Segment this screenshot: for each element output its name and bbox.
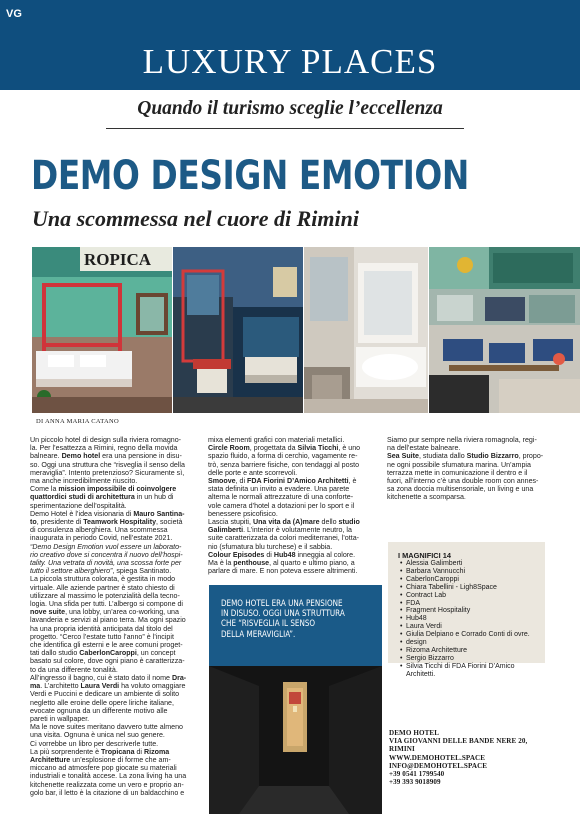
list-item: • Alessia Galimberti [400,560,545,568]
text-line: so. Oggi una struttura che “risveglia il senso della [30,460,185,469]
text-line: Colour Episodes di Hub48 inneggia al colore. [208,550,356,559]
article-column-1 [30,436,200,797]
hotel-city: RIMINI [389,745,415,754]
text-line: Verdi e Puccini e dedicare un ambiente di solito [30,690,180,699]
list-item: • Contract Lab [400,592,545,600]
text-line: La piccola struttura colorata, è gestita in modo [30,575,176,584]
article-subheadline: Una scommessa nel cuore di Rimini [32,206,359,231]
text-line: industriali e tonalità accese. La zona living ha una [30,772,187,781]
text-line: tati dallo studio CaberlonCaroppi, un concept [30,649,176,658]
text-line: Architetture un’esplosione di forme che am- [30,755,171,764]
text-line: lavanderia e servizi al piano terra. Ma ogni spazio [30,616,186,625]
photo-bathroom [304,247,428,413]
text-line: meraviglia”. Intento pretenzioso? Sicuramente sì, [30,468,185,477]
architects-list [400,560,545,679]
text-line: La più sorprendente è Tropicana di Rizoma [30,747,170,756]
text-line: benessere psicofisico. [208,509,278,518]
photo-lobby-coworking [429,247,580,413]
text-line: evocate ognuna da un differente motivo alle [30,706,168,715]
text-line: sa zona doccia multisensoriale, un living e una [387,485,534,494]
text-line: golo bar, il letto è la citazione di un baldacchino e [30,788,185,797]
hotel-name: DEMO HOTEL [389,729,440,737]
text-line: to, presidente di Teamwork Hospitality, società [30,518,183,527]
text-line: tutto il settore alberghiero”, spiega Santinato. [30,567,172,576]
text-line: fuori, all’interno c’è una double room con annes- [387,477,539,486]
hotel-email[interactable]: INFO@DEMOHOTEL.SPACE [389,761,488,770]
text-line: una visita. Ognuna è unica nel suo genere. [30,731,165,740]
list-item: • Barbara Vannucchi [400,568,545,576]
text-line: delle porte e ante scorrevoli. [208,468,298,477]
list-item: • Rizoma Architetture [400,647,545,655]
text-line: balneare. Demo hotel era una pensione in disu- [30,452,182,461]
list-item: • CaberlonCaroppi [400,576,545,584]
text-line: Galimberti. L’interior è volutamente neutro, la [208,526,352,535]
text-line: alterna le normali attrezzature di una conforte- [208,493,354,502]
text-line: Ma è la penthouse, al quarto e ultimo piano, a [208,559,355,568]
hotel-website[interactable]: WWW.DEMOHOTEL.SPACE [389,753,486,762]
list-item: • Hub48 [400,615,545,623]
photo-tropicana-suite [32,247,172,413]
text-line: basato sul colore, dove ogni piano è caratterizza- [30,657,185,666]
text-line: nio (sfumatura blu turchese) e il sabbia. [208,542,333,551]
text-line: Smoove, di FDA Fiorini D’Amico Architetti, è [208,477,357,486]
text-line: stata definita un invito a evadere. Una parete [208,485,350,494]
text-line: na dell’estate balneare. [387,444,461,453]
photo-corridor [209,666,382,814]
text-line: to da una differente tonalità. [30,665,118,674]
hotel-phone: +39 393 9018909 [389,778,441,787]
text-line: kitchenette a scomparsa. [387,493,466,502]
text-line: All’ingresso il bagno, cui è stato dato il nome Dra- [30,673,187,682]
text-line: Un piccolo hotel di design sulla riviera romagno- [30,436,182,444]
hotel-address: VIA GIOVANNI DELLE BANDE NERE 20, [389,737,528,746]
text-line: suite caratterizzata da colori mediterranei, l’otta- [208,534,360,543]
list-item: Architetti. [406,670,436,678]
article-column-2 [208,436,384,575]
list-item: • FDA [400,600,545,608]
text-line: Demo Hotel è l’idea visionaria di Mauro Santina- [30,509,185,518]
text-line: Circle Room, progettata da Silvia Ticchi, è uno [208,444,361,453]
text-line: rio creativo dove si concentra il nuovo dell’hospi- [30,550,183,559]
text-line: tality. Una vetrata di novità, una scossa forte per [30,559,182,568]
text-line: Ma le nove suites meritano davvero tutte almeno [30,723,183,732]
text-line: miccano ad atmosfere pop giocate su materiali [30,764,177,773]
list-item: • Silvia Ticchi di FDA Fiorini D’Amico [400,663,545,671]
text-line: nove suite, una lobby, un’area co-working, una [30,608,179,617]
text-line: virtuale. Alle aziende partner è stato chiesto di [30,583,175,592]
text-line: mixa elementi grafici con materiali metallici. [208,436,345,444]
list-item: • design [400,639,545,647]
list-item: • Chiara Tabellini - Ligh8Space [400,584,545,592]
pull-quote-box [209,585,382,666]
text-line: ne ogni possibile sfumatura marina. Un’ampia [387,460,531,469]
text-line: Sea Suite, studiata dallo Studio Bizzarro, propo- [387,452,544,461]
section-tagline: Quando il turismo sceglie l’eccellenza [137,98,443,119]
photo-collage [32,247,580,413]
header-banner [0,0,580,90]
text-line: logia. Una sfida per tutti. L’albergo si compone di [30,600,184,609]
text-line: negletto alle eroine delle opere liriche italiane, [30,698,174,707]
text-line: Come la mission impossibile di coinvolgere [30,485,177,494]
byline: DI ANNA MARIA CATANO [36,418,119,425]
text-line: utilizzare al massimo le potenzialità della tecno- [30,591,180,600]
text-line: sperimentazione dell’ospitalità. [30,501,127,510]
list-item: • Fragment Hospitality [400,607,545,615]
text-line: che identifica gli esterni e le aree comuni proget- [30,641,183,650]
svg-text:ROPICA: ROPICA [84,250,152,269]
text-line: ma. L’architetto Laura Verdi ha voluto omaggiare [30,682,186,691]
text-line: vole camera d’hotel a dotazioni per lo sport e il [208,501,355,510]
architects-sidebar [388,542,545,678]
text-line: inaugurata in periodo Covid, nell’estate 2021. [30,534,173,543]
list-item: • Sergio Bizzarro [400,655,545,663]
divider [106,128,464,129]
text-line: spazio fluido, a forma di cerchio, vagamente re- [208,452,358,461]
text-line: Ci vorrebbe un libro per descriverle tutte. [30,739,159,748]
text-line: Lascia stupiti, Una vita da (A)mare dello studio [208,518,360,527]
article-column-3 [387,436,561,502]
sidebar-title: I MAGNIFICI 14 [398,551,451,560]
text-line: parlare di mare. E non poteva essere altrimenti. [208,567,358,576]
hotel-phone: +39 0541 1799540 [389,770,445,779]
text-line: la. Per l’esattezza a Rimini, regno della movida [30,444,178,453]
svg-text:VG: VG [6,8,22,19]
article-headline: DEMO DESIGN EMOTION [31,153,469,199]
text-line: kitchenette realizzata come un vero e proprio an- [30,780,184,789]
magazine-logo [6,7,28,19]
text-line: Siamo pur sempre nella riviera romagnola, regi- [387,436,537,444]
list-item: • Giulia Delpiano e Corrado Conti di ovre. [400,631,545,639]
text-line: “Demo Design Emotion vuol essere un laborato- [30,542,182,551]
pull-quote: DEMO HOTEL ERA UNA PENSIONE IN DISUSO. OGGI UNA STRUTTURA CHE “RISVEGLIA IL SENSO DELLA MERAVIGLIA”. [221,598,345,639]
text-line: quattordici studi di architettura in un hub di [30,493,174,502]
text-line: ma anche incredibilmente riuscito. [30,477,138,486]
text-line: trò, senza barriere fisiche, con tendaggi al posto [208,460,360,469]
section-title: LUXURY PLACES [142,42,438,81]
text-line: terrazza mette in comunicazione il dentro e il [387,468,528,477]
text-line: di consulenza alberghiera. Una scommessa [30,526,168,535]
hotel-contact [389,729,527,786]
text-line: progetto. “Cerco l’estate tutto l’anno” è l’incipit [30,632,174,641]
list-item: • Laura Verdi [400,623,545,631]
text-line: pareti in wallpaper. [30,714,90,723]
photo-colour-episodes-suite [173,247,303,413]
text-line: ha una propria identità anticipata dal titolo del [30,624,173,633]
